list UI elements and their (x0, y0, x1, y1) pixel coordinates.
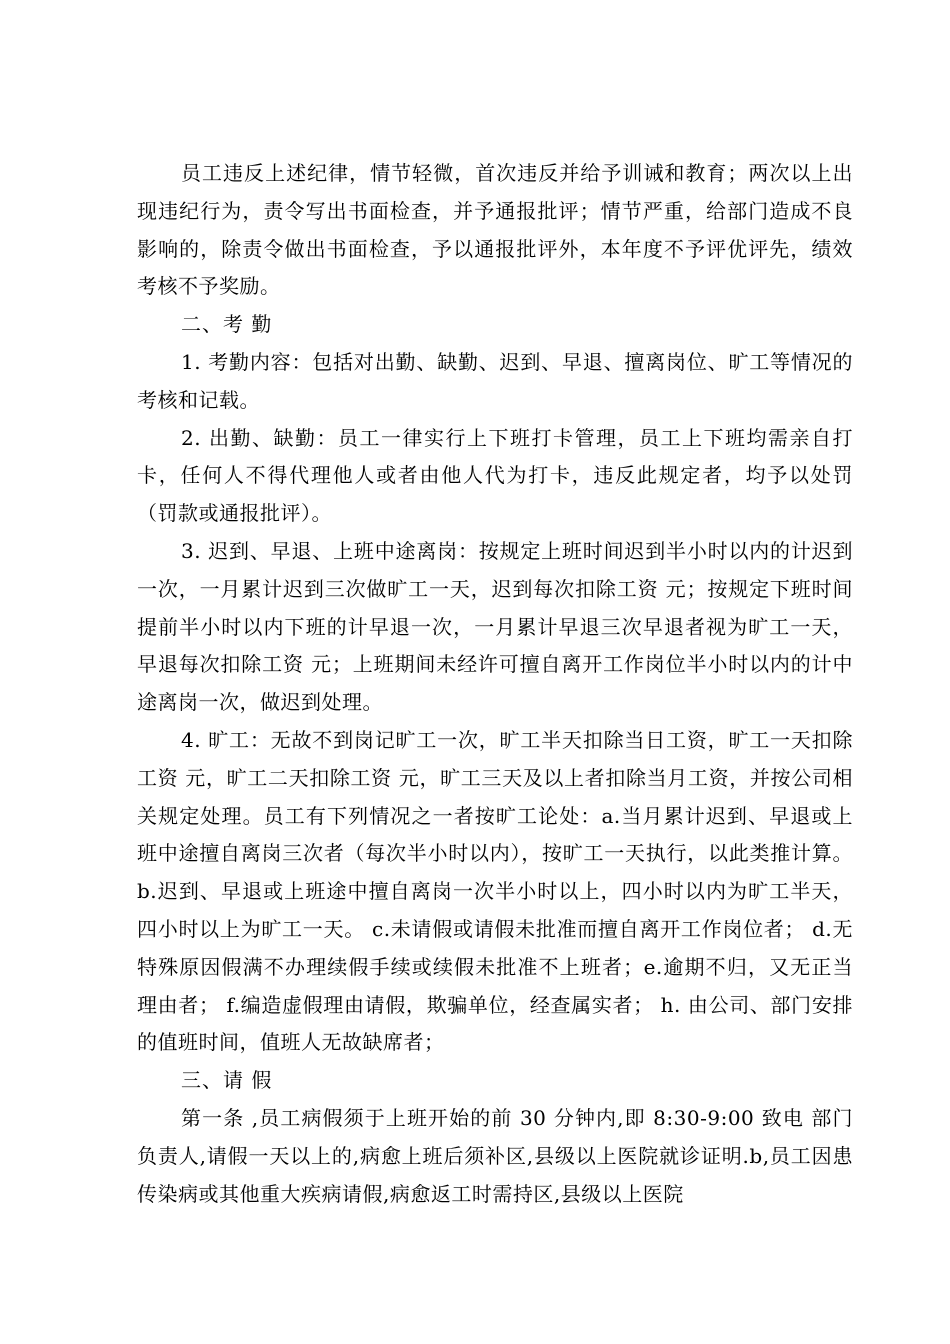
paragraph-attendance-content: 1. 考勤内容：包括对出勤、缺勤、迟到、早退、擅离岗位、旷工等情况的考核和记载。 (137, 349, 853, 412)
section-heading-attendance: 二、考 勤 (181, 312, 273, 337)
paragraph-attendance-absence: 2. 出勤、缺勤：员工一律实行上下班打卡管理，员工上下班均需亲自打卡，任何人不得代理他人或者由他人代为打卡，违反此规定者，均予以处罚（罚款或通报批评）。 (137, 425, 853, 526)
paragraph-sick-leave: 第一条 ,员工病假须于上班开始的前 30 分钟内,即 8:30-9:00 致电 部门负责人,请假一天以上的,病愈上班后须补区,县级以上医院就诊证明.b,员工因患传染病或其他重大疾病请假,病愈返工时需持区,县级以上医院 (137, 1105, 853, 1206)
paragraph-absenteeism: 4. 旷工：无故不到岗记旷工一次，旷工半天扣除当日工资，旷工一天扣除工资 元，旷工二天扣除工资 元，旷工三天及以上者扣除当月工资，并按公司相关规定处理。员工有下列情况之一者按旷工论处：a.当月累计迟到、早退或上班中途擅自离岗三次者（每次半小时以内），按旷工一天执行，以此类推计算。 b.迟到、早退或上班途中擅自离岗一次半小时以上，四小时以内为旷工半天，四小时以上为旷工一天。 c.未请假或请假未批准而擅自离开工作岗位者； d.无特殊原因假满不办理续假手续或续假未批准不上班者；e.逾期不归，又无正当理由者； f.编造虚假理由请假，欺骗单位，经查属实者； h. 由公司、部门安排的值班时间，值班人无故缺席者； (137, 727, 853, 1055)
document-body (137, 155, 853, 1213)
paragraph-late-early-leave: 3. 迟到、早退、上班中途离岗：按规定上班时间迟到半小时以内的计迟到一次，一月累计迟到三次做旷工一天，迟到每次扣除工资 元；按规定下班时间提前半小时以内下班的计早退一次，一月累计早退三次早退者视为旷工一天，早退每次扣除工资 元；上班期间未经许可擅自离开工作岗位半小时以内的计中途离岗一次，做迟到处理。 (137, 538, 853, 715)
section-heading-leave: 三、请 假 (181, 1068, 273, 1093)
paragraph-discipline-penalty: 员工违反上述纪律，情节轻微，首次违反并给予训诫和教育；两次以上出现违纪行为，责令写出书面检查，并予通报批评；情节严重，给部门造成不良影响的，除责令做出书面检查，予以通报批评外，本年度不予评优评先，绩效考核不予奖励。 (137, 161, 853, 299)
